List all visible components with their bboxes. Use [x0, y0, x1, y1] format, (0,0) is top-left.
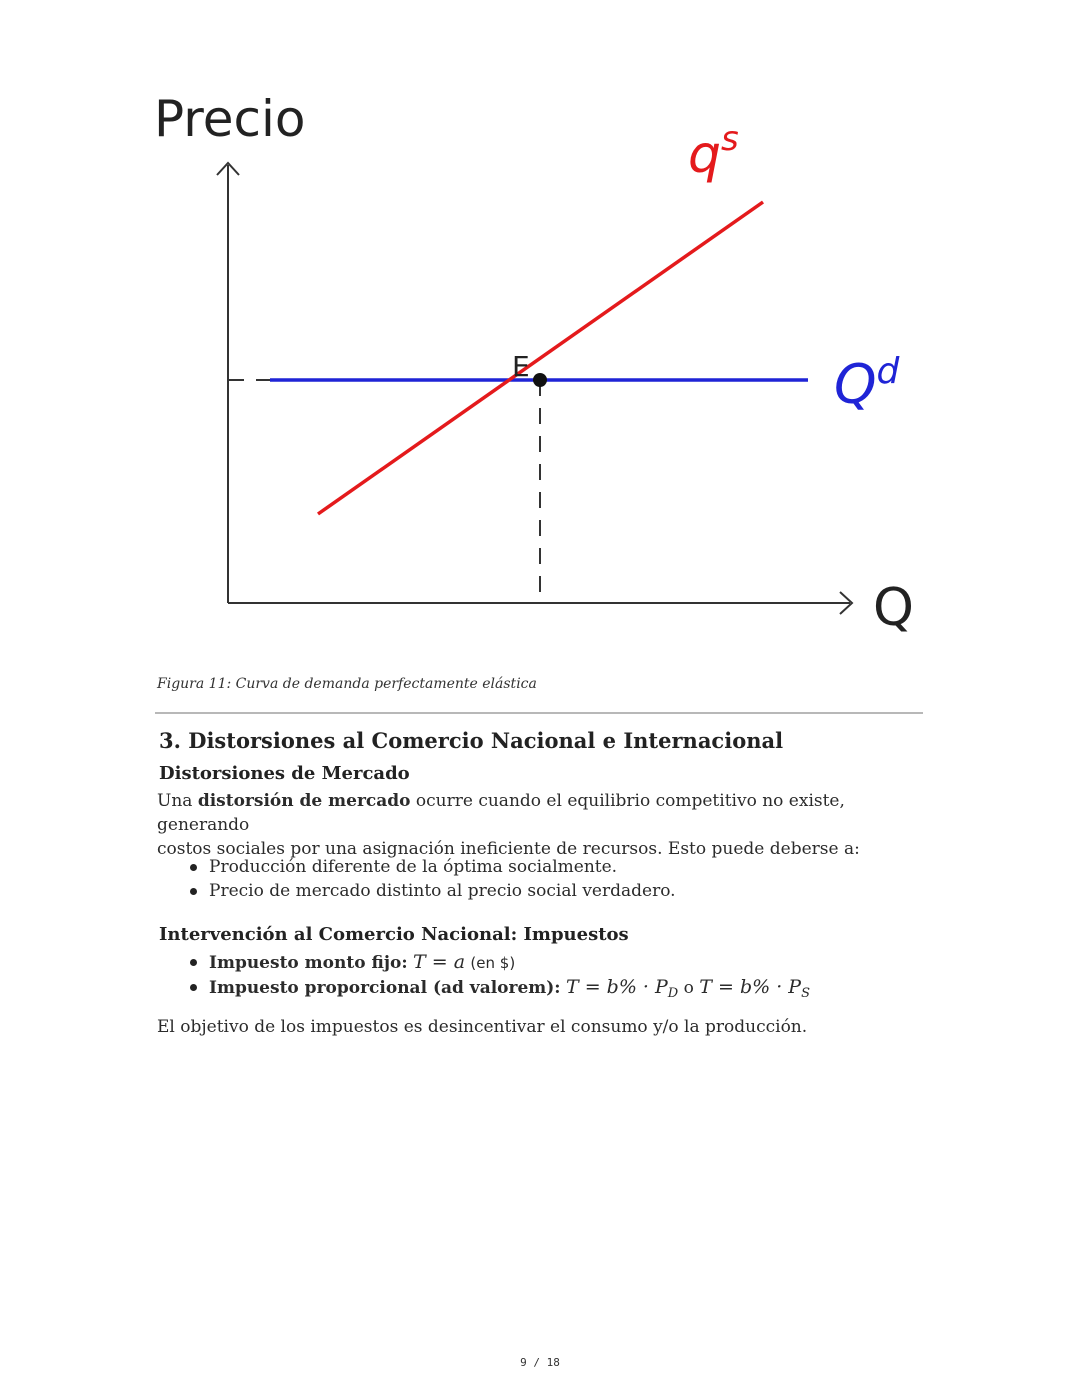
list-item [157, 975, 810, 1006]
x-axis-title: Q [873, 578, 914, 638]
section-title: 3. Distorsiones al Comercio Nacional e Internacional [159, 728, 784, 753]
section-divider [155, 712, 923, 714]
supply-label [688, 119, 739, 185]
list-item [157, 950, 810, 975]
tax2-label: Impuesto proporcional (ad valorem): [209, 978, 561, 998]
tax1-unit: (en $) [470, 954, 516, 972]
tax2-sub-b: S [801, 986, 810, 1001]
subsection-taxes: Intervención al Comercio Nacional: Impuestos [159, 924, 629, 945]
closing-paragraph: El objetivo de los impuestos es desincentivar el consumo y/o la producción. [157, 1017, 808, 1037]
equilibrium-point [533, 373, 547, 387]
supply-demand-chart [140, 80, 940, 650]
para-pre: Una [157, 791, 198, 811]
tax2-sub-a: D [667, 986, 679, 1001]
demand-elastic-figure [140, 80, 940, 650]
subsection-market-distortions: Distorsiones de Mercado [159, 763, 410, 784]
demand-label-base: Q [834, 353, 877, 416]
tax1-label: Impuesto monto fijo: [209, 953, 408, 973]
distortion-causes-list [157, 855, 676, 903]
figure-caption: Figura 11: Curva de demanda perfectamente elástica [157, 676, 537, 692]
list-item: Precio de mercado distinto al precio social verdadero. [157, 879, 676, 903]
tax1-formula: T = a [413, 951, 466, 973]
page-number: 9 / 18 [520, 1356, 560, 1369]
supply-label-sup: s [721, 119, 739, 159]
demand-label [834, 351, 901, 416]
supply-label-base: q [688, 125, 722, 185]
list-item: Producción diferente de la óptima socialmente. [157, 855, 676, 879]
y-axis-title: Precio [154, 90, 306, 148]
para-bold-term: distorsión de mercado [197, 791, 411, 811]
para-line2: costos sociales por una asignación ineficiente de recursos. Esto puede deberse a: [157, 839, 860, 859]
demand-label-sup: d [876, 351, 900, 392]
tax2-formula-a: T = b% · P [566, 976, 668, 998]
equilibrium-label: E [512, 350, 530, 383]
tax-types-list [157, 950, 810, 1006]
tax2-formula-b: T = b% · P [699, 976, 802, 998]
para-line1-rest: ocurre cuando el equilibrio competitivo no existe, generando [157, 791, 845, 835]
tax2-or: o [683, 978, 694, 998]
distortion-paragraph [157, 789, 937, 861]
